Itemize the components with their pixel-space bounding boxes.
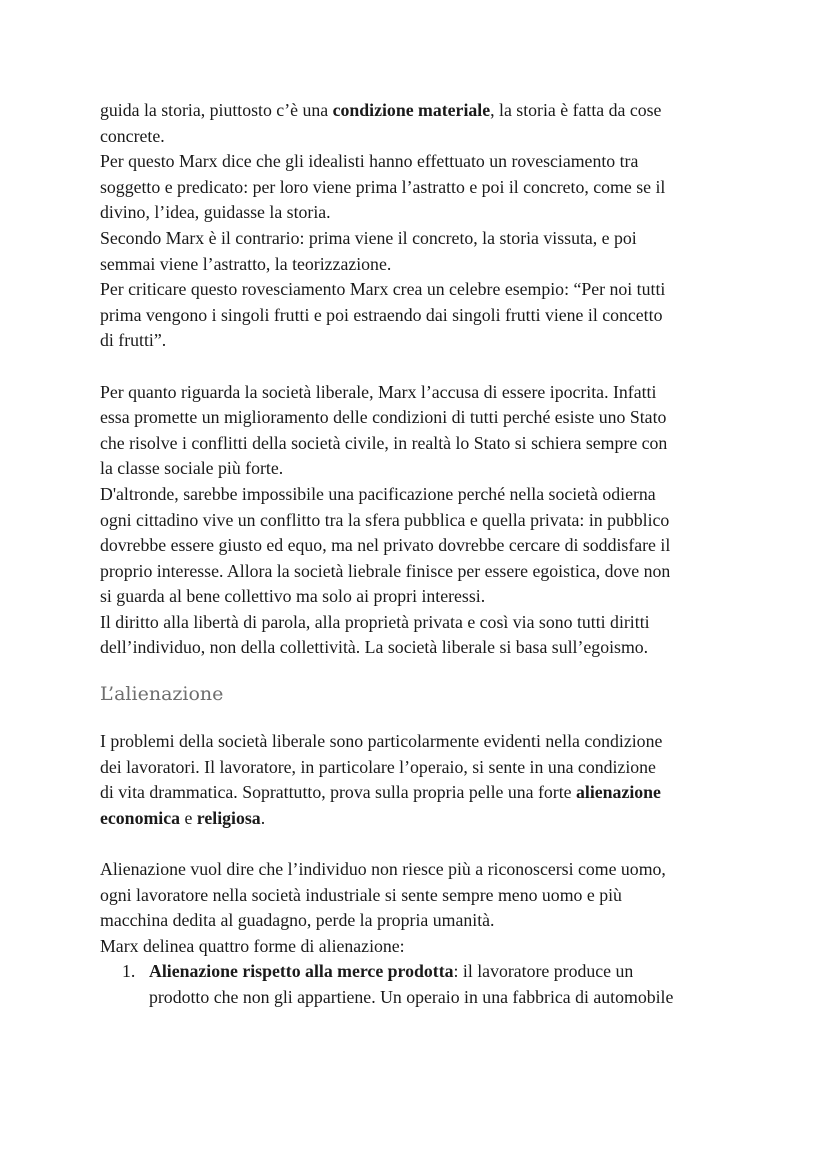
list-item: [100, 959, 732, 1010]
text-line: ogni cittadino vive un conflitto tra la sfera pubblica e quella privata: in pubblico: [100, 509, 670, 530]
text-line: si guarda al bene collettivo ma solo ai propri interessi.: [100, 586, 486, 607]
bold-term: alienazione: [576, 782, 661, 803]
alienation-forms-list: [100, 959, 732, 1010]
text-line: Alienazione rispetto alla merce prodotta: il lavoratore produce un: [149, 961, 634, 982]
text-line: concrete.: [100, 125, 165, 146]
text-line: prima vengono i singoli frutti e poi estraendo dai singoli frutti viene il concetto: [100, 304, 663, 325]
text-line: la classe sociale più forte.: [100, 458, 284, 479]
text-line: proprio interesse. Allora la società liebrale finisce per essere egoistica, dove non: [100, 560, 671, 581]
paragraph-idealism: [100, 98, 732, 354]
bold-term: Alienazione rispetto alla merce prodotta: [149, 961, 454, 982]
paragraph-alienation-definition: [100, 857, 732, 959]
text-line: Per questo Marx dice che gli idealisti hanno effettuato un rovesciamento tra: [100, 151, 639, 172]
paragraph-workers: [100, 729, 732, 831]
text-line: macchina dedita al guadagno, perde la propria umanità.: [100, 910, 495, 931]
text-line: divino, l’idea, guidasse la storia.: [100, 202, 331, 223]
bold-term: religiosa: [196, 807, 261, 828]
document-page: [100, 98, 732, 1011]
text-line: Per quanto riguarda la società liberale, Marx l’accusa di essere ipocrita. Infatti: [100, 381, 657, 402]
text-line: di vita drammatica. Soprattutto, prova sulla propria pelle una forte alienazione: [100, 782, 661, 803]
text-line: che risolve i conflitti della società civile, in realtà lo Stato si schiera sempre con: [100, 432, 668, 453]
text-line: D'altronde, sarebbe impossibile una pacificazione perché nella società odierna: [100, 483, 656, 504]
text-line: Per criticare questo rovesciamento Marx crea un celebre esempio: “Per noi tutti: [100, 279, 666, 300]
text-line: guida la storia, piuttosto c’è una condizione materiale, la storia è fatta da cose: [100, 100, 662, 120]
text-line: ogni lavoratore nella società industriale si sente sempre meno uomo e più: [100, 884, 622, 905]
paragraph-gap: [100, 354, 732, 380]
text-line: prodotto che non gli appartiene. Un operaio in una fabbrica di automobile: [149, 987, 674, 1007]
text-line: Secondo Marx è il contrario: prima viene il concreto, la storia vissuta, e poi: [100, 227, 637, 248]
text-line: Marx delinea quattro forme di alienazione:: [100, 935, 405, 956]
text-line: I problemi della società liberale sono particolarmente evidenti nella condizione: [100, 731, 663, 752]
text-line: di frutti”.: [100, 330, 167, 351]
paragraph-liberal-society: [100, 380, 732, 662]
text-line: dovrebbe essere giusto ed equo, ma nel privato dovrebbe cercare di soddisfare il: [100, 535, 671, 556]
text-line: Il diritto alla libertà di parola, alla proprietà privata e così via sono tutti diritti: [100, 611, 650, 632]
text-line: dei lavoratori. Il lavoratore, in particolare l’operaio, si sente in una condizione: [100, 756, 656, 777]
text-line: soggetto e predicato: per loro viene prima l’astratto e poi il concreto, come se il: [100, 176, 666, 197]
text-line: dell’individuo, non della collettività. La società liberale si basa sull’egoismo.: [100, 637, 649, 658]
bold-term: condizione materiale: [332, 100, 491, 120]
text-line: essa promette un miglioramento delle condizioni di tutti perché esiste uno Stato: [100, 407, 667, 428]
text-line: semmai viene l’astratto, la teorizzazione.: [100, 253, 392, 274]
text-line: economica e religiosa.: [100, 807, 266, 828]
list-number: 1.: [122, 961, 136, 982]
text-line: Alienazione vuol dire che l’individuo non riesce più a riconoscersi come uomo,: [100, 859, 666, 880]
paragraph-gap: [100, 831, 732, 857]
section-heading: L’alienazione: [100, 683, 224, 706]
bold-term: economica: [100, 807, 180, 828]
